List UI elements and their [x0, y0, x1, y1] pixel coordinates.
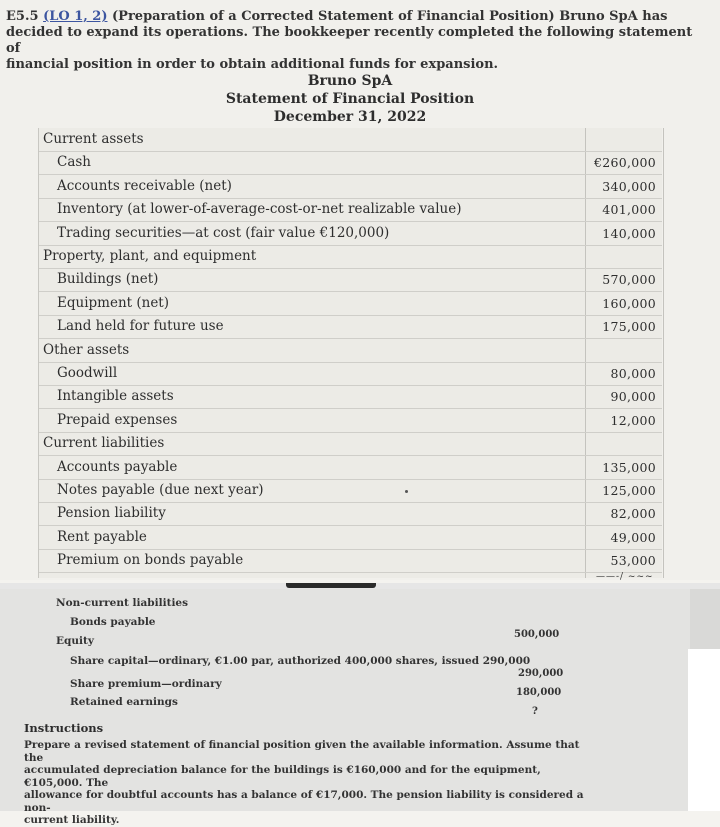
- retained-earnings-amount: ?: [532, 706, 538, 717]
- bonds-payable-label: Bonds payable: [70, 616, 156, 628]
- line-item-row: [39, 409, 662, 433]
- line-item-label: Equipment (net): [57, 294, 169, 311]
- share-capital-amount: 290,000: [518, 668, 564, 679]
- bonds-payable-amount: 500,000: [514, 629, 560, 640]
- line-item-amount: 570,000: [602, 272, 656, 288]
- line-item-row: [39, 268, 662, 292]
- photo-edge-bar: [286, 583, 376, 588]
- line-item-label: Rent payable: [57, 528, 147, 545]
- instructions-line-2: accumulated depreciation balance for the buildings is €160,000 and for the equipment, €105,000. The: [24, 764, 541, 789]
- line-item-label: Inventory (at lower-of-average-cost-or-net realizable value): [57, 201, 462, 218]
- line-item-label: Land held for future use: [57, 318, 224, 335]
- line-item-label: Accounts payable: [57, 458, 178, 475]
- noncurrent-liabilities-heading: Non-current liabilities: [56, 597, 189, 609]
- section-header-row: [39, 339, 662, 363]
- line-item-row: [39, 456, 662, 480]
- problem-number: E5.5: [6, 9, 39, 24]
- cropped-text-fragment: ——-/ ~~~: [596, 572, 654, 582]
- line-item-label: Premium on bonds payable: [57, 552, 244, 569]
- line-item-label: Prepaid expenses: [57, 411, 178, 428]
- line-item-amount: 53,000: [610, 553, 656, 569]
- line-item-row: [39, 362, 662, 386]
- statement-photo-bottom: [0, 583, 720, 826]
- instructions-body: [24, 739, 594, 827]
- intro-line-3: financial position in order to obtain additional funds for expansion.: [6, 57, 499, 72]
- section-label: Current liabilities: [43, 435, 165, 452]
- line-item-row: [39, 222, 662, 246]
- white-corner: [688, 649, 720, 811]
- equity-heading: Equity: [56, 635, 94, 647]
- line-item-row: [39, 385, 662, 409]
- line-item-amount: 135,000: [602, 459, 656, 475]
- instructions-heading: Instructions: [24, 721, 104, 735]
- line-item-label: Accounts receivable (net): [57, 177, 232, 194]
- line-item-amount: 340,000: [602, 178, 656, 194]
- line-item-label: Goodwill: [57, 365, 118, 381]
- line-item-label: Trading securities—at cost (fair value €120,000): [57, 224, 390, 241]
- line-item-amount: 125,000: [602, 483, 656, 498]
- retained-earnings-label: Retained earnings: [70, 696, 178, 708]
- line-item-amount: 80,000: [610, 366, 656, 381]
- line-item-row: [39, 549, 662, 573]
- instructions-line-3: allowance for doubtful accounts has a balance of €17,000. The pension liability is considered a non-: [24, 789, 584, 814]
- line-item-row: [39, 151, 662, 175]
- line-item-label: Pension liability: [57, 505, 166, 522]
- instructions-line-4: current liability.: [24, 814, 120, 826]
- section-header-row: [39, 128, 662, 152]
- section-header-row: [39, 432, 662, 456]
- line-item-amount: 82,000: [610, 506, 656, 522]
- line-item-row: [39, 175, 662, 199]
- line-item-amount: 140,000: [602, 225, 656, 241]
- line-item-label: Notes payable (due next year): [57, 482, 264, 498]
- share-capital-label: Share capital—ordinary, €1.00 par, authorized 400,000 shares, issued 290,000: [70, 655, 531, 667]
- problem-title: (Preparation of a Corrected Statement of Financial Position): [112, 9, 555, 24]
- intro-text-1: Bruno SpA has: [559, 9, 668, 24]
- stray-mark: [405, 490, 408, 493]
- instructions-line-1: Prepare a revised statement of financial position given the available information. Assume that the: [24, 739, 580, 764]
- line-item-row: [39, 198, 662, 222]
- share-premium-label: Share premium—ordinary: [70, 678, 222, 690]
- line-item-row: [39, 479, 662, 503]
- statement-title: Statement of Financial Position: [225, 91, 475, 107]
- statement-table: [38, 128, 662, 578]
- line-item-row: [39, 315, 662, 339]
- statement-date: December 31, 2022: [273, 109, 427, 125]
- learning-objective-ref[interactable]: (LO 1, 2): [43, 9, 108, 24]
- section-label: Current assets: [43, 131, 144, 147]
- section-label: Property, plant, and equipment: [43, 248, 257, 264]
- line-item-amount: 90,000: [610, 389, 656, 405]
- line-item-label: Cash: [57, 154, 92, 171]
- line-item-label: Intangible assets: [57, 388, 174, 405]
- line-item-amount: 401,000: [602, 202, 656, 218]
- line-item-label: Buildings (net): [57, 271, 159, 288]
- intro-line-1: [6, 9, 706, 25]
- line-item-amount: €260,000: [593, 155, 656, 171]
- line-item-amount: 49,000: [610, 529, 656, 545]
- company-name: Bruno SpA: [307, 73, 393, 89]
- line-item-amount: 12,000: [610, 412, 656, 428]
- section-header-row: [39, 245, 662, 269]
- line-item-amount: 175,000: [602, 319, 656, 335]
- intro-line-2: decided to expand its operations. The bookkeeper recently completed the following statement of: [6, 25, 693, 56]
- problem-intro: [6, 9, 706, 73]
- line-item-row: [39, 292, 662, 316]
- section-label: Other assets: [43, 341, 130, 358]
- line-item-row: [39, 502, 662, 526]
- share-premium-amount: 180,000: [516, 687, 562, 698]
- line-item-amount: 160,000: [602, 295, 656, 311]
- line-item-row: [39, 526, 662, 550]
